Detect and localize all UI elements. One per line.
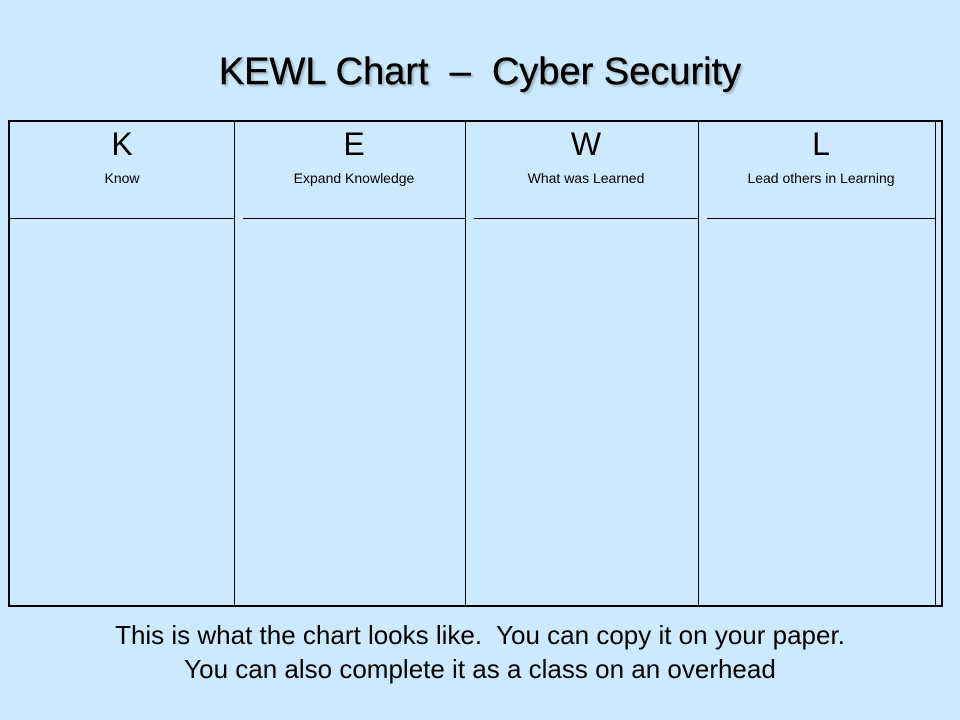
column-letter: K bbox=[111, 126, 133, 162]
column-header bbox=[707, 122, 935, 219]
column-letter: W bbox=[570, 126, 602, 162]
column-divider bbox=[234, 122, 243, 605]
kewl-chart-table bbox=[8, 120, 943, 607]
column-divider bbox=[465, 122, 474, 605]
column-expand bbox=[243, 122, 465, 605]
caption-line: This is what the chart looks like. You can copy it on your paper. bbox=[115, 620, 845, 650]
column-writing-area bbox=[10, 219, 234, 605]
column-label: Lead others in Learning bbox=[747, 170, 895, 186]
column-divider bbox=[698, 122, 707, 605]
column-header bbox=[243, 122, 465, 219]
column-letter: E bbox=[343, 126, 365, 162]
column-know bbox=[10, 122, 234, 605]
column-header bbox=[10, 122, 234, 219]
column-header bbox=[474, 122, 698, 219]
column-lead bbox=[707, 122, 935, 605]
page-title: KEWL Chart – Cyber Security bbox=[218, 51, 742, 93]
column-letter: L bbox=[812, 126, 830, 162]
column-label: Expand Knowledge bbox=[293, 170, 415, 186]
column-writing-area bbox=[474, 219, 698, 605]
caption-line: You can also complete it as a class on an overhead bbox=[184, 654, 776, 684]
column-label: Know bbox=[104, 170, 140, 186]
column-learned bbox=[474, 122, 698, 605]
column-writing-area bbox=[707, 219, 935, 605]
column-writing-area bbox=[243, 219, 465, 605]
column-label: What was Learned bbox=[527, 170, 645, 186]
column-divider bbox=[935, 122, 941, 605]
caption bbox=[0, 618, 960, 686]
